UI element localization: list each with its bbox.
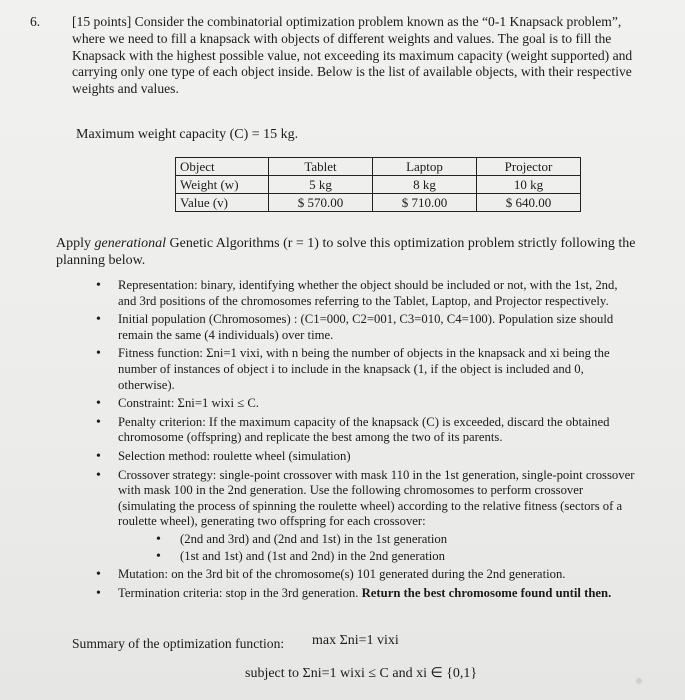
table-cell: $ 710.00: [373, 194, 477, 212]
table-cell: Projector: [477, 158, 581, 176]
constraint-formula: subject to Σni=1 wixi ≤ C and xi ∈ {0,1}: [245, 666, 478, 681]
capacity-line: Maximum weight capacity (C) = 15 kg.: [76, 127, 299, 142]
question-block: [30, 14, 645, 98]
list-item: • Selection method: roulette wheel (simulation): [118, 449, 638, 465]
list-item: • Penalty criterion: If the maximum capacity of the knapsack (C) is exceeded, discard the obtained chromosome (offspring) and replicate the best among the two of its parents.: [118, 415, 638, 446]
table-cell: 8 kg: [373, 176, 477, 194]
question-number: 6.: [30, 14, 41, 29]
table-cell: Value (v): [176, 194, 269, 212]
table-cell: $ 570.00: [269, 194, 373, 212]
termination-bold: Return the best chromosome found until then.: [361, 585, 612, 600]
apply-emphasis: generational: [94, 236, 167, 251]
table-cell: Object: [176, 158, 269, 176]
table-cell: 10 kg: [477, 176, 581, 194]
sub-list-item: • (2nd and 3rd) and (2nd and 1st) in the 1st generation: [180, 532, 638, 548]
table-cell: Weight (w): [176, 176, 269, 194]
list-item: • Initial population (Chromosomes) : (C1=000, C2=001, C3=010, C4=100). Population size should remain the same (4 individuals) over time.: [118, 312, 638, 343]
apply-paragraph: [56, 235, 636, 269]
table-row: [176, 158, 581, 176]
table-row: [176, 176, 581, 194]
table-cell: Tablet: [269, 158, 373, 176]
table-cell: Laptop: [373, 158, 477, 176]
termination-text: Termination criteria: stop in the 3rd generation.: [118, 585, 362, 600]
list-item: • Fitness function: Σni=1 vixi, with n being the number of objects in the knapsack and xi being the number of instances of object i to include in the knapsack (1, if the object is included and 0, otherwise).: [118, 346, 638, 393]
page-mark: [636, 678, 642, 684]
list-item: • Mutation: on the 3rd bit of the chromosome(s) 101 generated during the 2nd generation.: [118, 567, 638, 583]
apply-text: Apply: [56, 236, 95, 251]
list-item: • Representation: binary, identifying whether the object should be included or not, with the 1st, 2nd, and 3rd positions of the chromosomes referring to the Tablet, Laptop, and Projector respectively.: [118, 278, 638, 309]
crossover-text: Crossover strategy: single-point crossover with mask 110 in the 1st generation, single-point crossover with mask 100 in the 2nd generation. Use the following chromosomes to perform crossover (simulating the process of spinning the roulette wheel) according to the relative fitness (sectors of a roulette wheel), generating two offspring for each crossover:: [118, 467, 635, 529]
list-item: [118, 468, 638, 565]
list-item: [118, 586, 638, 602]
objective-formula: max Σni=1 vixi: [312, 633, 399, 648]
planning-list: [118, 278, 638, 604]
crossover-sublist: [118, 532, 638, 564]
apply-text: Genetic Algorithms (r = 1) to solve this optimization problem strictly following the planning below.: [56, 236, 636, 268]
sub-list-item: • (1st and 1st) and (1st and 2nd) in the 2nd generation: [180, 549, 638, 565]
table-cell: 5 kg: [269, 176, 373, 194]
table-row: [176, 194, 581, 212]
question-intro: [15 points] Consider the combinatorial optimization problem known as the “0-1 Knapsack problem”, where we need to fill a knapsack with objects of different weights and values. The goal is to fill the Knapsack with the highest possible value, not exceeding its maximum capacity (weight supported) and carrying only one type of each object inside. Below is the list of available objects, with their respective weights and values.: [72, 14, 633, 97]
summary-label: Summary of the optimization function:: [72, 636, 285, 651]
table-cell: $ 640.00: [477, 194, 581, 212]
objects-table: [175, 157, 581, 212]
list-item: • Constraint: Σni=1 wixi ≤ C.: [118, 396, 638, 412]
